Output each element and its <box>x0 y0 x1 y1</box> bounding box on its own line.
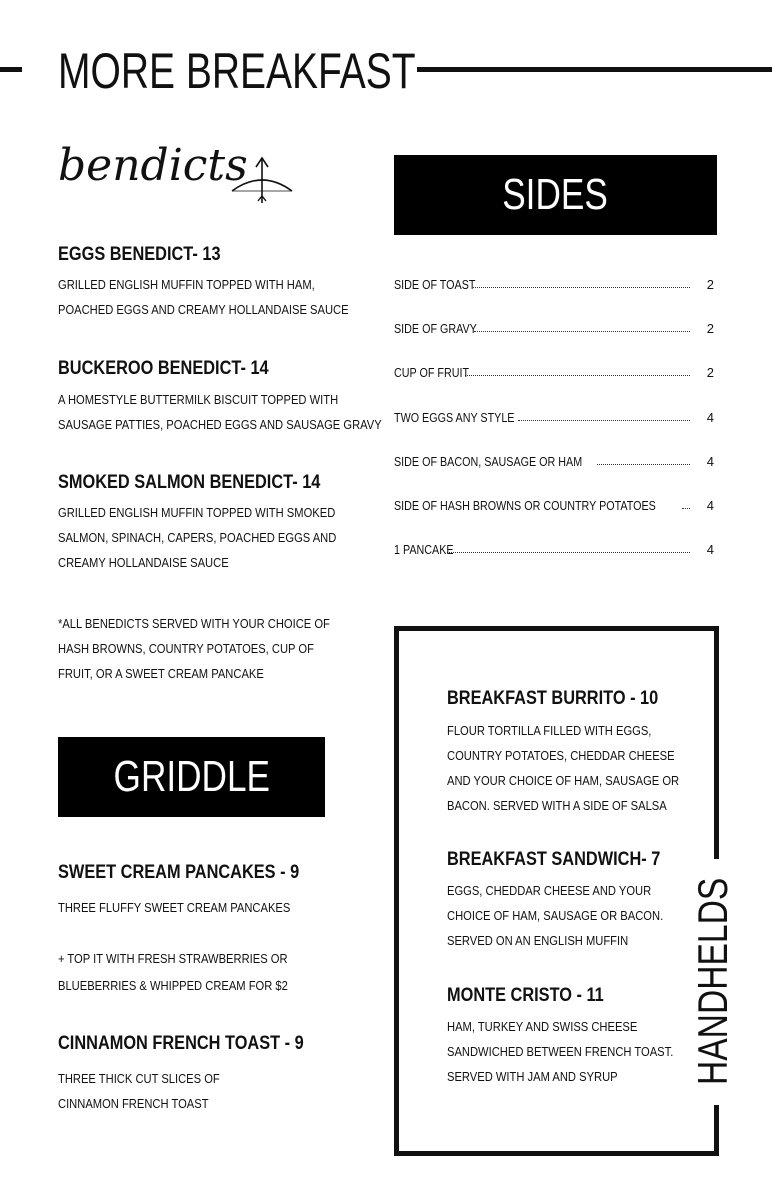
dot-leader <box>447 552 690 553</box>
page-title: MORE BREAKFAST <box>58 43 416 99</box>
dot-leader <box>682 508 690 509</box>
handhelds-frame-right <box>714 626 719 859</box>
side-item-price: 2 <box>706 277 714 292</box>
dot-leader <box>473 287 690 288</box>
handheld-item-desc: AND YOUR CHOICE OF HAM, SAUSAGE OR <box>447 773 680 788</box>
side-item-price: 4 <box>706 454 714 469</box>
side-item <box>394 272 714 292</box>
handheld-item-desc: BACON. SERVED WITH A SIDE OF SALSA <box>447 798 667 813</box>
side-item-name: CUP OF FRUIT <box>394 366 470 380</box>
handhelds-frame-left <box>394 626 399 1156</box>
handheld-item-title: BREAKFAST SANDWICH- 7 <box>447 849 661 870</box>
bow-and-arrow-icon <box>228 155 296 205</box>
handheld-item-desc: EGGS, CHEDDAR CHEESE AND YOUR <box>447 883 652 898</box>
griddle-item-title: CINNAMON FRENCH TOAST - 9 <box>58 1033 304 1054</box>
griddle-item-desc: THREE FLUFFY SWEET CREAM PANCAKES <box>58 900 291 915</box>
side-item-name: SIDE OF TOAST <box>394 278 476 292</box>
dot-leader <box>518 420 690 421</box>
header-rule-left <box>0 67 22 72</box>
handheld-item-desc: CHOICE OF HAM, SAUSAGE OR BACON. <box>447 908 664 923</box>
griddle-banner <box>58 737 325 817</box>
side-item <box>394 537 714 557</box>
benedict-item-desc: POACHED EGGS AND CREAMY HOLLANDAISE SAUCE <box>58 302 349 317</box>
griddle-item-desc: CINNAMON FRENCH TOAST <box>58 1096 209 1111</box>
sides-banner <box>394 155 717 235</box>
benedict-note: *ALL BENEDICTS SERVED WITH YOUR CHOICE OF <box>58 616 330 631</box>
side-item-price: 2 <box>706 365 714 380</box>
griddle-item-desc: THREE THICK CUT SLICES OF <box>58 1071 220 1086</box>
handhelds-frame-top <box>394 626 719 631</box>
handheld-item-desc: COUNTRY POTATOES, CHEDDAR CHEESE <box>447 748 675 763</box>
benedict-note: HASH BROWNS, COUNTRY POTATOES, CUP OF <box>58 641 314 656</box>
benedict-item-title: BUCKEROO BENEDICT- 14 <box>58 358 269 379</box>
side-item-name: SIDE OF GRAVY <box>394 322 477 336</box>
griddle-addon: + TOP IT WITH FRESH STRAWBERRIES OR <box>58 951 288 966</box>
handheld-item-title: MONTE CRISTO - 11 <box>447 985 604 1006</box>
dot-leader <box>474 331 690 332</box>
side-item-name: SIDE OF BACON, SAUSAGE OR HAM <box>394 455 583 469</box>
side-item-name: 1 PANCAKE <box>394 543 454 557</box>
handhelds-frame-bottom <box>394 1151 719 1156</box>
dot-leader <box>465 375 690 376</box>
benedict-item-desc: GRILLED ENGLISH MUFFIN TOPPED WITH SMOKED <box>58 505 336 520</box>
benedict-item-desc: CREAMY HOLLANDAISE SAUCE <box>58 555 229 570</box>
handheld-item-desc: SANDWICHED BETWEEN FRENCH TOAST. <box>447 1044 674 1059</box>
dot-leader <box>597 464 690 465</box>
benedict-note: FRUIT, OR A SWEET CREAM PANCAKE <box>58 666 264 681</box>
side-item-price: 4 <box>706 410 714 425</box>
handhelds-frame-right <box>714 1105 719 1156</box>
side-item <box>394 316 714 336</box>
handheld-item-desc: SERVED WITH JAM AND SYRUP <box>447 1069 618 1084</box>
benedict-item-desc: SAUSAGE PATTIES, POACHED EGGS AND SAUSAGE GRAVY <box>58 417 382 432</box>
side-item <box>394 449 714 469</box>
benedict-item-desc: GRILLED ENGLISH MUFFIN TOPPED WITH HAM, <box>58 277 315 292</box>
handheld-item-desc: FLOUR TORTILLA FILLED WITH EGGS, <box>447 723 652 738</box>
side-item <box>394 360 714 380</box>
side-item-price: 4 <box>706 498 714 513</box>
griddle-heading: GRIDDLE <box>113 752 270 801</box>
side-item <box>394 493 714 513</box>
header-rule-right <box>417 67 772 72</box>
handheld-item-desc: HAM, TURKEY AND SWISS CHEESE <box>447 1019 638 1034</box>
side-item-name: SIDE OF HASH BROWNS OR COUNTRY POTATOES <box>394 499 656 513</box>
side-item-price: 2 <box>706 321 714 336</box>
sides-heading: SIDES <box>502 170 609 219</box>
benedict-item-desc: SALMON, SPINACH, CAPERS, POACHED EGGS AND <box>58 530 337 545</box>
side-item <box>394 405 714 425</box>
side-item-price: 4 <box>706 542 714 557</box>
handheld-item-desc: SERVED ON AN ENGLISH MUFFIN <box>447 933 629 948</box>
griddle-addon: BLUEBERRIES & WHIPPED CREAM FOR $2 <box>58 978 288 993</box>
side-item-name: TWO EGGS ANY STYLE <box>394 411 515 425</box>
benedict-item-title: SMOKED SALMON BENEDICT- 14 <box>58 472 321 493</box>
griddle-item-title: SWEET CREAM PANCAKES - 9 <box>58 862 300 883</box>
benedict-item-desc: A HOMESTYLE BUTTERMILK BISCUIT TOPPED WITH <box>58 392 339 407</box>
handhelds-heading: HANDHELDS <box>689 877 736 1085</box>
benedicts-script-heading: bendicts <box>58 140 248 191</box>
handheld-item-title: BREAKFAST BURRITO - 10 <box>447 688 659 709</box>
benedict-item-title: EGGS BENEDICT- 13 <box>58 244 221 265</box>
